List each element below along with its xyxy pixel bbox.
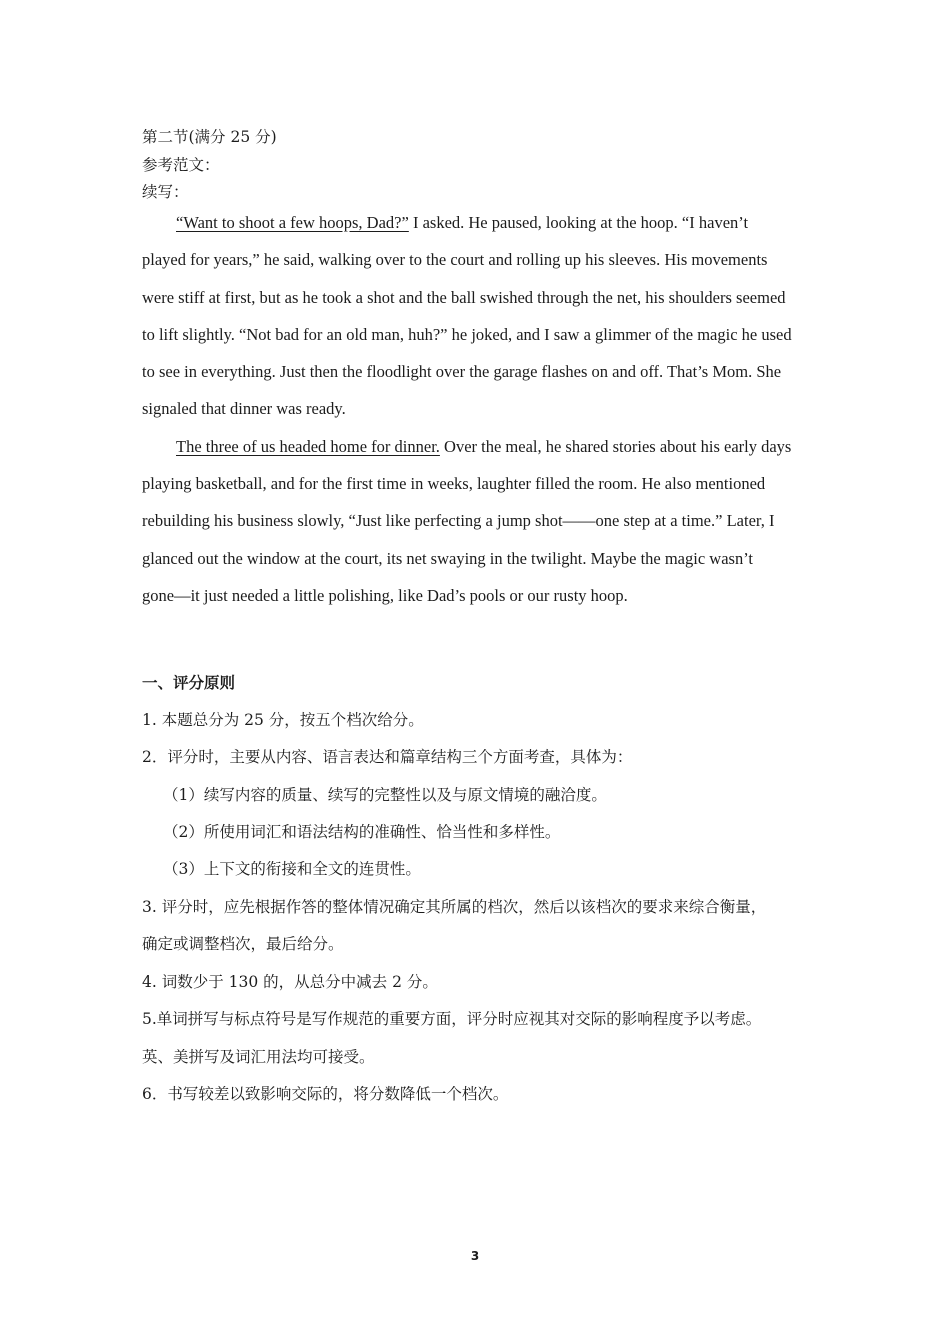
essay-p2-line-2: playing basketball, and for the first time in weeks, laughter filled the room. He also mentioned bbox=[142, 474, 766, 493]
grading-item-2: 2．评分时，主要从内容、语言表达和篇章结构三个方面考查，具体为： bbox=[142, 748, 633, 766]
essay-p1-line-5: to see in everything. Just then the floodlight over the garage flashes on and off. That’s Mom. She bbox=[142, 362, 782, 381]
grading-heading: 一、评分原则 bbox=[142, 673, 236, 692]
grading-item-3-line-2: 确定或调整档次，最后给分。 bbox=[142, 935, 344, 953]
page-number: 3 bbox=[470, 1249, 480, 1263]
grading-item-3-line-1: 3. 评分时，应先根据作答的整体情况确定其所属的档次，然后以该档次的要求来综合衡量， bbox=[142, 898, 767, 916]
essay-p1-line-4: to lift slightly. “Not bad for an old man, huh?” he joked, and I saw a glimmer of the magic he used bbox=[142, 325, 792, 344]
reference-label: 参考范文： bbox=[142, 156, 220, 174]
essay-p1-line-3: were stiff at first, but as he took a shot and the ball swished through the net, his shoulders seemed bbox=[142, 288, 786, 307]
grading-item-4: 4. 词数少于 130 的，从总分中减去 2 分。 bbox=[142, 973, 438, 991]
essay-p2-line-1 bbox=[176, 435, 791, 459]
essay-p1-line-1-rest: I asked. He paused, looking at the hoop. “I haven’t bbox=[408, 213, 749, 232]
section-title: 第二节(满分 25 分) bbox=[142, 128, 277, 146]
grading-item-6: 6．书写较差以致影响交际的，将分数降低一个档次。 bbox=[142, 1085, 509, 1103]
grading-item-2-sub-2: （2）所使用词汇和语法结构的准确性、恰当性和多样性。 bbox=[163, 823, 561, 841]
grading-item-2-sub-3: （3）上下文的衔接和全文的连贯性。 bbox=[163, 860, 421, 878]
essay-p1-underlined-opening: “Want to shoot a few hoops, Dad?” bbox=[176, 213, 409, 232]
essay-p2-line-1-rest: Over the meal, he shared stories about his early days bbox=[439, 437, 792, 456]
grading-item-5-line-2: 英、美拼写及词汇用法均可接受。 bbox=[142, 1048, 375, 1066]
grading-item-5-line-1: 5.单词拼写与标点符号是写作规范的重要方面，评分时应视其对交际的影响程度予以考虑。 bbox=[142, 1010, 762, 1028]
essay-p1-line-2: played for years,” he said, walking over to the court and rolling up his sleeves. His movements bbox=[142, 250, 768, 269]
essay-p1-line-1 bbox=[176, 211, 748, 235]
grading-item-1: 1. 本题总分为 25 分，按五个档次给分。 bbox=[142, 711, 424, 729]
essay-p2-line-4: glanced out the window at the court, its net swaying in the twilight. Maybe the magic wasn’t bbox=[142, 549, 753, 568]
essay-p1-line-6: signaled that dinner was ready. bbox=[142, 399, 346, 418]
essay-p2-underlined-opening: The three of us headed home for dinner. bbox=[176, 437, 440, 456]
essay-p2-line-5: gone—it just needed a little polishing, like Dad’s pools or our rusty hoop. bbox=[142, 586, 628, 605]
continuation-label: 续写： bbox=[142, 183, 189, 201]
essay-p2-line-3: rebuilding his business slowly, “Just like perfecting a jump shot——one step at a time.” Later, I bbox=[142, 511, 775, 530]
grading-item-2-sub-1: （1）续写内容的质量、续写的完整性以及与原文情境的融洽度。 bbox=[163, 786, 607, 804]
